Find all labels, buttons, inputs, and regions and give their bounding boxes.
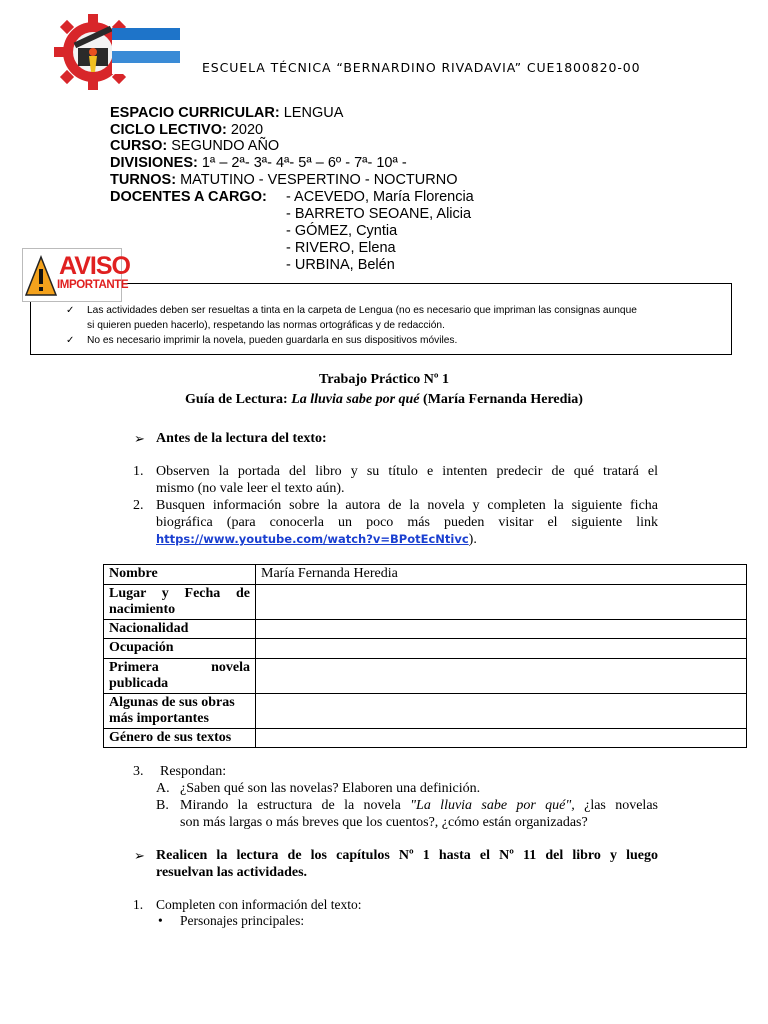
table-row [104, 620, 747, 639]
book-title: La lluvia sabe por qué [291, 392, 420, 407]
table-row [104, 639, 747, 659]
row-label-line: Lugar y Fecha de [109, 586, 250, 601]
info-label: DIVISIONES: [110, 155, 198, 171]
aviso-subtitle: IMPORTANTE [57, 279, 129, 291]
list-number: 3. [133, 764, 144, 779]
table-row [104, 659, 747, 694]
row-value[interactable] [256, 639, 747, 659]
notice-item-1: Las actividades deben ser resueltas a tinta en la carpeta de Lengua (no es necesario que impriman las consignas aunque [87, 305, 637, 316]
list-item-text: mismo (no vale leer el texto aún). [156, 481, 345, 496]
list-number: 1. [133, 897, 144, 912]
row-label-line: nacimiento [109, 602, 176, 617]
teacher-name: - ACEVEDO, María Florencia [286, 189, 474, 205]
section-heading: Realicen la lectura de los capítulos Nº 1 hasta el Nº 11 del libro y luego [156, 848, 658, 863]
sub-item-text-part: Mirando la estructura de la novela [180, 798, 411, 813]
check-icon: ✓ [66, 335, 75, 346]
page-subtitle [0, 392, 768, 408]
teacher-name: - URBINA, Belén [286, 257, 395, 273]
list-item-text [156, 531, 477, 548]
arrow-bullet-icon: ➢ [134, 848, 145, 863]
info-label: TURNOS: [110, 172, 177, 188]
row-value[interactable] [256, 694, 747, 729]
subtitle-prefix: Guía de Lectura: [185, 392, 292, 407]
flag-stripe [112, 51, 180, 63]
table-row [104, 565, 747, 585]
bio-table [103, 564, 747, 748]
list-item-text: Busquen información sobre la autora de la novela y completen la siguiente ficha [156, 498, 658, 513]
info-label: DOCENTES A CARGO: [110, 189, 267, 205]
notice-item-1-cont: si quieren pueden hacerlo), respetando las normas ortográficas y de redacción. [87, 320, 445, 331]
info-divisiones [110, 155, 407, 172]
list-item-text: Observen la portada del libro y su título e intenten predecir de qué tratará el [156, 464, 658, 479]
info-espacio [110, 105, 343, 122]
row-value[interactable] [256, 659, 747, 694]
table-row [104, 694, 747, 729]
row-label [104, 585, 256, 620]
info-label: CICLO LECTIVO: [110, 122, 227, 138]
flag-stripe [112, 40, 180, 51]
info-value: LENGUA [279, 105, 344, 121]
page-title: Trabajo Práctico Nº 1 [319, 372, 449, 387]
row-value[interactable] [256, 585, 747, 620]
row-value[interactable] [256, 620, 747, 639]
sub-item-letter: B. [156, 798, 169, 813]
row-label [104, 694, 256, 729]
list-number: 2. [133, 498, 144, 513]
info-docentes [110, 189, 267, 206]
notice-item-2: No es necesario imprimir la novela, pueden guardarla en sus dispositivos móviles. [87, 335, 458, 346]
bullet-text: Personajes principales: [180, 913, 305, 928]
row-label-line: más importantes [109, 711, 209, 726]
row-label-line: Primera novela [109, 660, 250, 675]
link-suffix: ). [468, 532, 477, 547]
info-value: 1ª – 2ª- 3ª- 4ª- 5ª – 6º - 7ª- 10ª - [197, 155, 407, 171]
list-number: 1. [133, 464, 144, 479]
section-heading-cont: resuelvan las actividades. [156, 865, 308, 880]
row-label: Nombre [104, 565, 256, 585]
row-label: Género de sus textos [104, 729, 256, 748]
bullet-icon: • [158, 913, 163, 928]
aviso-badge [22, 248, 130, 302]
sub-item-letter: A. [156, 781, 170, 796]
aviso-title: AVISO [59, 252, 130, 280]
info-value: MATUTINO - VESPERTINO - NOCTURNO [176, 172, 458, 188]
sub-item-text: ¿Saben qué son las novelas? Elaboren una definición. [180, 781, 481, 796]
row-label-line: Algunas de sus obras [109, 695, 235, 710]
sub-item-text: son más largas o más breves que los cuentos?, ¿cómo están organizadas? [180, 815, 588, 830]
row-label: Ocupación [104, 639, 256, 659]
row-value[interactable]: María Fernanda Heredia [256, 565, 747, 585]
info-label: ESPACIO CURRICULAR: [110, 105, 280, 121]
row-value[interactable] [256, 729, 747, 748]
info-value: 2020 [226, 122, 264, 138]
warning-icon [25, 255, 57, 297]
sub-item-text [180, 797, 658, 814]
list-item-text: Respondan: [160, 764, 227, 779]
subtitle-suffix: (María Fernanda Heredia) [419, 392, 583, 407]
check-icon: ✓ [66, 305, 75, 316]
youtube-link[interactable]: https://www.youtube.com/watch?v=BPotEcNtivc [156, 532, 469, 546]
book-title-quote: "La lluvia sabe por qué", [410, 798, 575, 813]
teacher-name: - GÓMEZ, Cyntia [286, 223, 398, 239]
info-curso [110, 138, 279, 155]
row-label-line: publicada [109, 676, 169, 691]
flag-stripe [112, 28, 180, 40]
flag-stripe [112, 63, 180, 74]
row-label: Nacionalidad [104, 620, 256, 639]
row-label [104, 659, 256, 694]
teacher-name: - BARRETO SEOANE, Alicia [286, 206, 472, 222]
table-row [104, 585, 747, 620]
list-item-text: biográfica (para conocerla un poco más pueden visitar el siguiente link [156, 515, 658, 530]
teacher-name: - RIVERO, Elena [286, 240, 396, 256]
arrow-bullet-icon: ➢ [134, 431, 145, 446]
info-turnos [110, 172, 457, 189]
info-value: SEGUNDO AÑO [167, 138, 280, 154]
sub-item-text-part: ¿las novelas [574, 798, 658, 813]
school-name: ESCUELA TÉCNICA “BERNARDINO RIVADAVIA” CUE1800820-00 [202, 60, 641, 75]
table-row [104, 729, 747, 748]
info-label: CURSO: [110, 138, 168, 154]
info-ciclo [110, 122, 263, 139]
section-heading: Antes de la lectura del texto: [156, 431, 327, 446]
list-item-text: Completen con información del texto: [156, 897, 362, 912]
